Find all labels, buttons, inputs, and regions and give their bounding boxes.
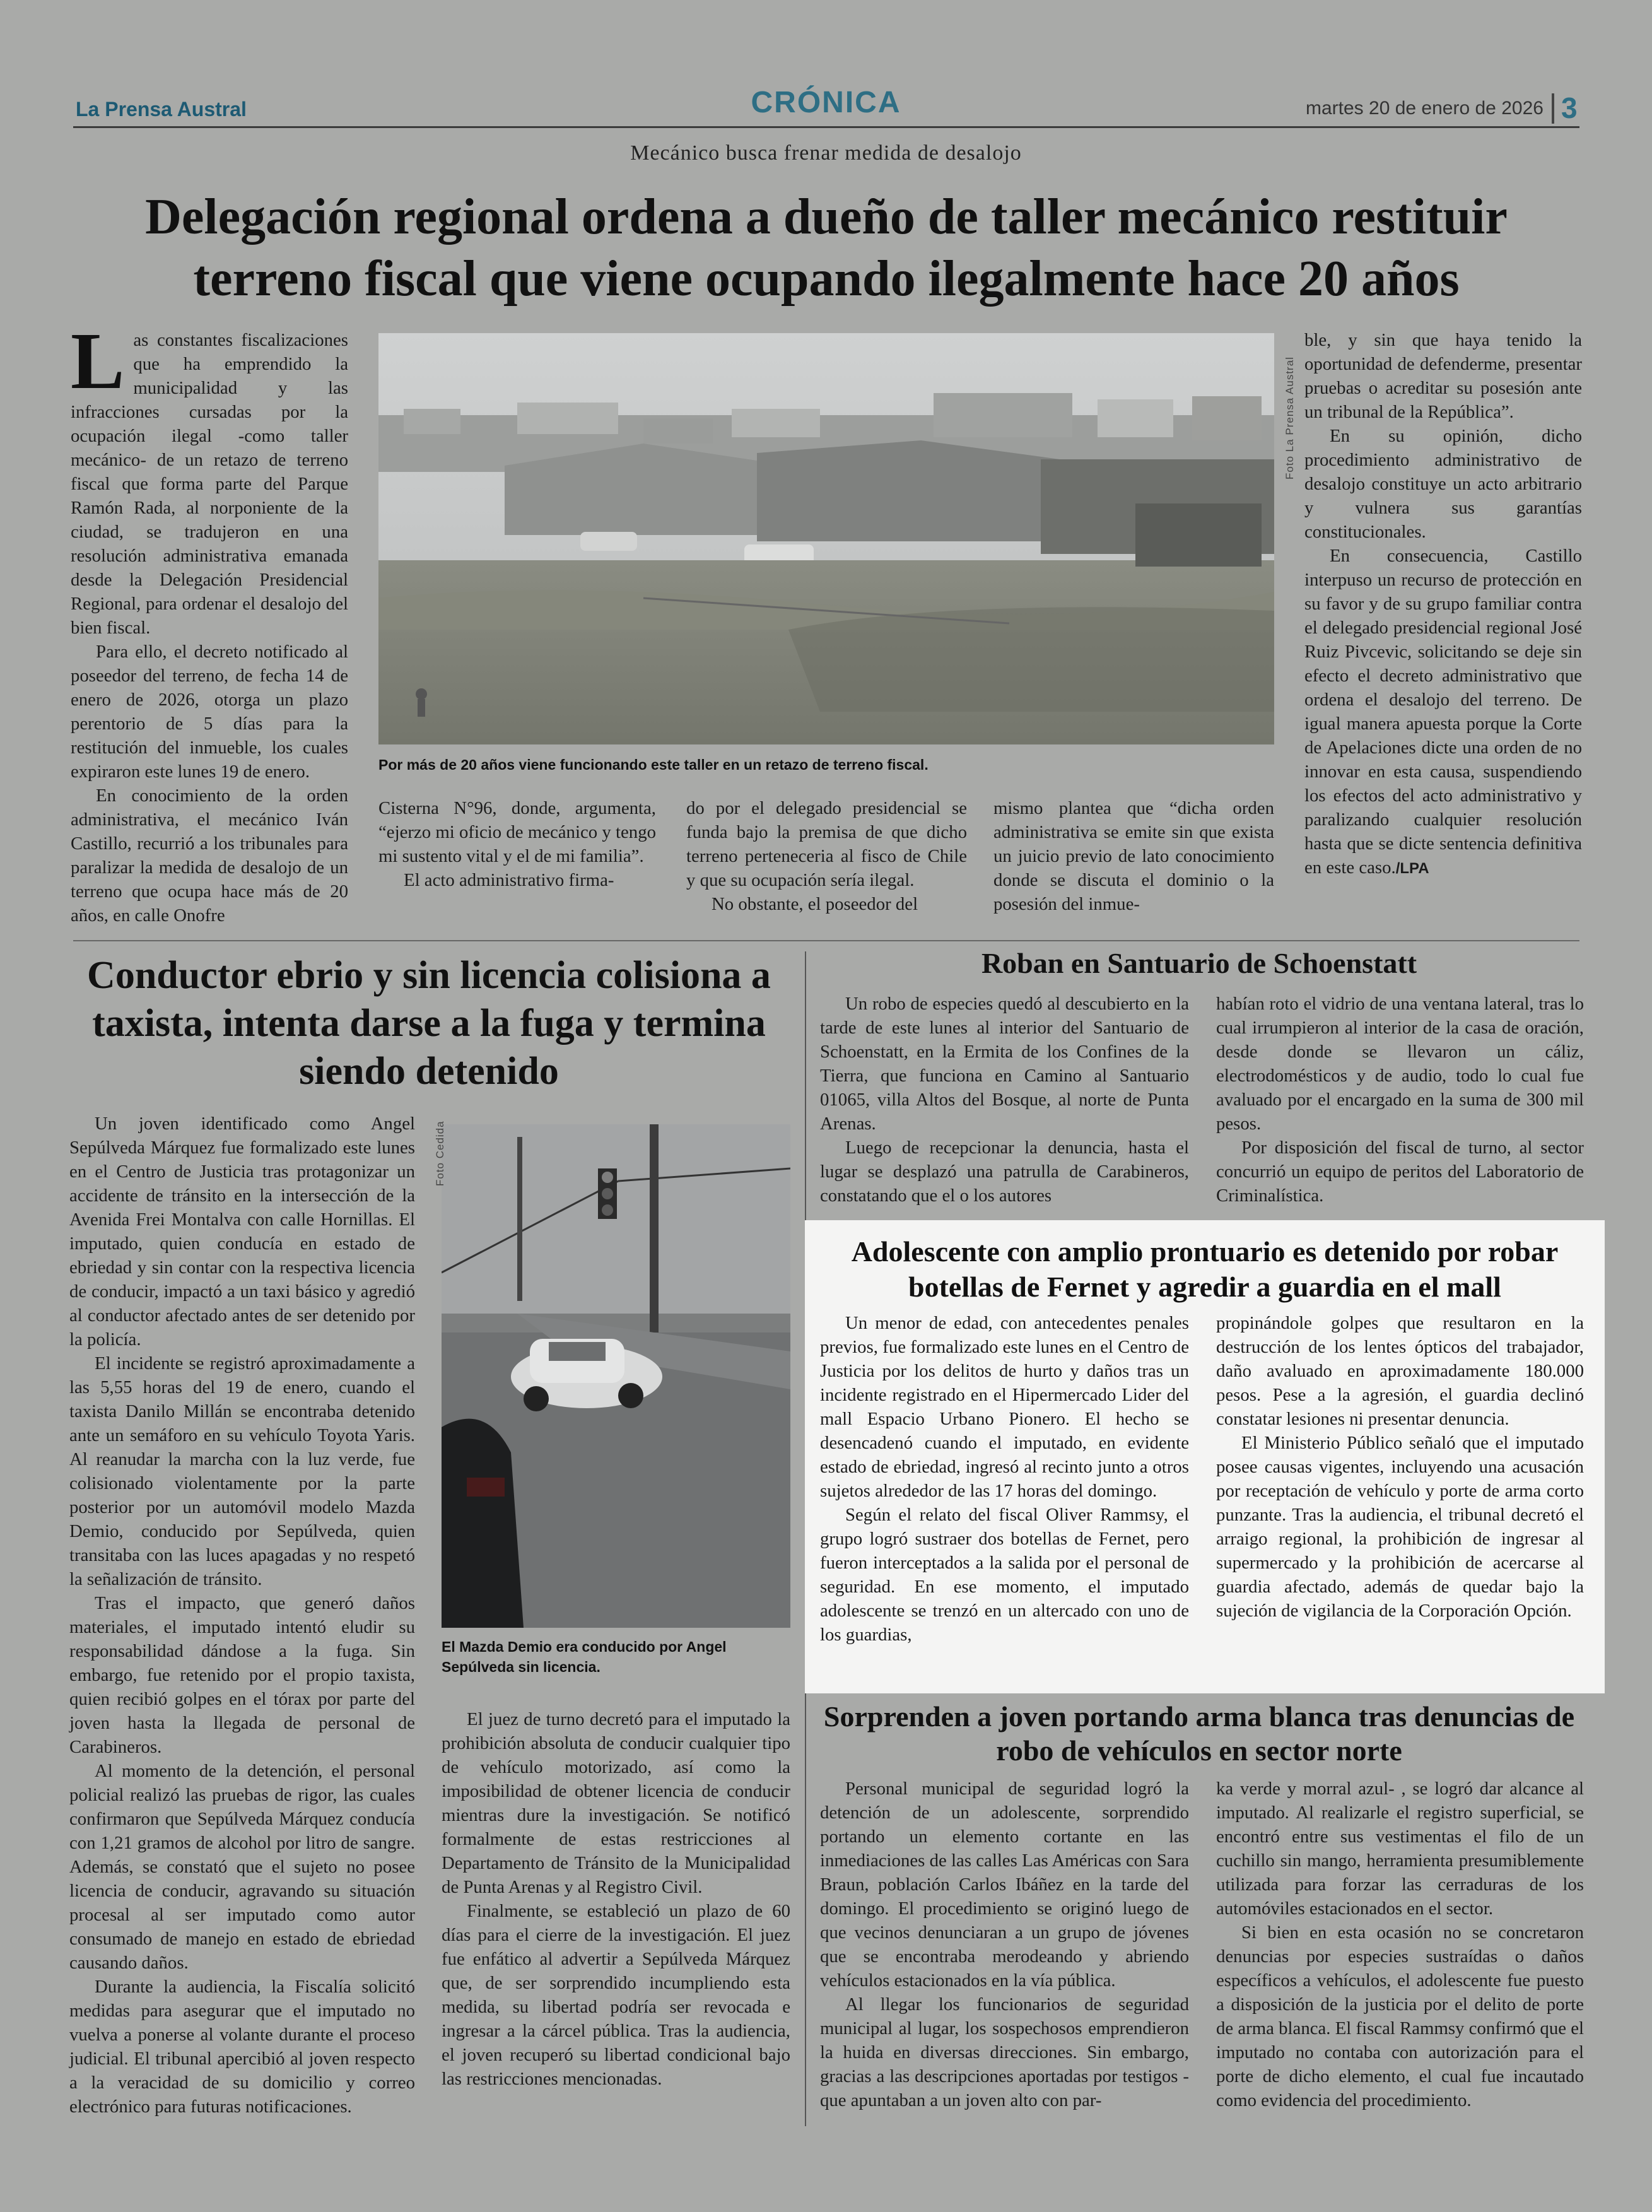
drop-cap: L	[71, 316, 125, 406]
story-santuario-column-1	[820, 992, 1189, 1208]
paragraph: Para ello, el decreto notificado al poseedor del terreno, de fecha 14 de enero de 2026, otorga un plazo perentorio de 5 días para la restitución del inmueble, los cuales expiraron este lunes 19 de enero.	[71, 642, 348, 782]
story-adolescente-column-1	[820, 1311, 1189, 1647]
paragraph: Según el relato del fiscal Oliver Rammsy, el grupo logró sustraer dos botellas de Fernet, pero fueron interceptados a la salida por el personal de seguridad. En ese momento, el imputado adolescente se trenzó en un altercado con uno de los guardias,	[820, 1505, 1189, 1645]
main-photo-credit: Foto La Prensa Austral	[1284, 356, 1296, 479]
page-number-divider	[1552, 93, 1554, 124]
paragraph: Un menor de edad, con antecedentes penales previos, fue formalizado este lunes en el Centro de Justicia por los delitos de hurto y daños tras un incidente registrado en el Hipermercado Lider del mall Espacio Urbano Pionero. El hecho se desencadenó cuando el imputado, en evidente estado de ebriedad, ingresó al recinto junto a otros sujetos alrededor de las 17 horas del domingo.	[820, 1313, 1189, 1501]
story-adolescente-column-2	[1216, 1311, 1584, 1623]
paragraph: Si bien en esta ocasión no se concretaron denuncias por especies sustraídas o daños específicos a vehículos, el adolescente fue puesto a disposición de la justicia por el delito de porte de arma blanca. El fiscal Rammsy confirmó que el imputado no contaba con autorización para el porte de dicho elemento, el cual fue incautado como evidencia del procedimiento.	[1216, 1922, 1584, 2110]
paragraph: Al momento de la detención, el personal policial realizó las pruebas de rigor, las cuales confirmaron que Sepúlveda Márquez conducía con 1,21 gramos de alcohol por litro de sangre. Además, se constató que el sujeto no posee licencia de conducir, agravando su situación procesal al ser imputado como autor consumado de manejo en estado de ebriedad causando daños.	[69, 1761, 415, 1973]
story-adolescente-headline: Adolescente con amplio prontuario es detenido por robar botellas de Fernet y agredir a guardia en el mall	[851, 1235, 1559, 1303]
paragraph: Un joven identificado como Angel Sepúlveda Márquez fue formalizado este lunes en el Centro de Justicia tras protagonizar un accidente de tránsito en la intersección de la Avenida Frei Montalva con calle Hornillas. El imputado, quien conducía en estado de ebriedad y sin contar con la respectiva licencia de conducir, impactó a un taxi básico y agredió al conductor afectado antes de ser detenido por la policía.	[69, 1114, 415, 1350]
author-signature: /LPA	[1395, 860, 1429, 877]
paragraph: mismo plantea que “dicha orden administrativa se emite sin que exista un juicio previo de lato conocimiento donde se discuta el dominio o la posesión del inmue-	[993, 798, 1274, 914]
paragraph: propinándole golpes que resultaron en la destrucción de los lentes ópticos del trabajador, daño avaluado en aproximadamente 180.000 pesos. Pese a la agresión, el guardia declinó constatar lesiones ni presentar denuncia.	[1216, 1313, 1584, 1429]
main-story-photo	[378, 333, 1274, 744]
paragraph: ka verde y morral azul- , se logró dar alcance al imputado. Al realizarle el registro superficial, se encontró entre sus vestimentas el filo de un cuchillo sin mango, herramienta presumiblemente utilizada para forzar las cerraduras de los automóviles estacionados en el sector.	[1216, 1779, 1584, 1919]
main-story-column-2	[378, 796, 656, 892]
paragraph-text: En consecuencia, Castillo interpuso un recurso de protección en su favor y de su grupo familiar contra el delegado presidencial regional José Ruiz Pivcevic, solicitando se deje sin efecto el decreto administrativo que ordena el desalojo del terreno. De igual manera apuesta porque la Corte de Apelaciones dicte una orden de no innovar en esta causa, suspendiendo los efectos del acto administrativo y paralizando cualquier resolución hasta que se dicte sentencia definitiva en este caso.	[1304, 546, 1582, 878]
paragraph: El Ministerio Público señaló que el imputado posee causas vigentes, incluyendo una acusación por receptación de vehículo y porte de arma corto punzante. Tras la audiencia, el tribunal decretó el arraigo regional, la prohibición de ingresar al supermercado y la prohibición de acercarse al guardia afectado, además de quedar bajo la sujeción de vigilancia de la Corporación Opción.	[1216, 1433, 1584, 1621]
story-arma-blanca-column-1	[820, 1777, 1189, 2112]
main-story-headline: Delegación regional ordena a dueño de taller mecánico restituir terreno fiscal que viene ocupando ilegalmente hace 20 años	[145, 189, 1508, 307]
workshop-landscape-illustration	[378, 333, 1274, 744]
section-divider	[73, 940, 1579, 941]
paragraph: No obstante, el poseedor del	[712, 894, 918, 914]
main-story-kicker: Mecánico busca frenar medida de desalojo	[630, 141, 1022, 165]
crash-photo-caption: El Mazda Demio era conducido por Angel Sepúlveda sin licencia.	[442, 1638, 727, 1675]
paragraph: Luego de recepcionar la denuncia, hasta el lugar se desplazó una patrulla de Carabineros, constatando que el o los autores	[820, 1138, 1189, 1206]
crash-scene-illustration	[442, 1124, 790, 1628]
story-drunk-driver-column-2	[442, 1707, 790, 2091]
crash-photo-credit: Foto Cedida	[434, 1121, 446, 1186]
paragraph: Finalmente, se estableció un plazo de 60 días para el cierre de la investigación. El juez fue enfático al advertir a Sepúlveda Márquez que, de ser sorprendido incumpliendo esta medida, su libertad podría ser revocada e ingresar a la cárcel pública. Tras la audiencia, el joven recuperó su libertad condicional bajo las restricciones mencionadas.	[442, 1901, 790, 2089]
paragraph: El acto administrativo firma-	[404, 870, 614, 890]
paragraph: Durante la audiencia, la Fiscalía solicitó medidas para asegurar que el imputado no vuelva a ponerse al volante durante el proceso judicial. El tribunal apercibió al joven respecto a la veracidad de su domicilio y correo electrónico para futuras notificaciones.	[69, 1977, 415, 2117]
story-arma-blanca-headline: Sorprenden a joven portando arma blanca tras denuncias de robo de vehículos en sector norte	[823, 1700, 1575, 1767]
crash-photo	[442, 1124, 790, 1628]
paragraph: as constantes fiscalizaciones que ha emprendido la municipalidad y las infracciones cursadas por la ocupación ilegal -como taller mecánico- de un retazo de terreno fiscal que forma parte del Parque Ramón Rada, al norponiente de la ciudad, se tradujeron en una resolución administrativa emanada desde la Delegación Presidencial Regional, para ordenar el desalojo del bien fiscal.	[71, 330, 348, 638]
paragraph: Personal municipal de seguridad logró la detención de un adolescente, sorprendido portando un elemento cortante en las inmediaciones de las calles Las Américas con Sara Braun, población Carlos Ibáñez en la tarde del domingo. El procedimiento se originó luego de que vecinos denunciaran a un grupo de jóvenes que se encontraba merodeando y abriendo vehículos estacionados en la vía pública.	[820, 1779, 1189, 1991]
page-number: 3	[1561, 91, 1578, 124]
main-story-column-4	[993, 796, 1274, 916]
paragraph: Cisterna N°96, donde, argumenta, “ejerzo mi oficio de mecánico y tengo mi sustento vital y el de mi familia”.	[378, 798, 656, 866]
paragraph: El incidente se registró aproximadamente a las 5,55 horas del 19 de enero, cuando el taxista Danilo Millán se encontraba detenido ante un semáforo en su vehículo Toyota Yaris. Al reanudar la marcha con la luz verde, fue colisionado violentamente por la parte posterior por un automóvil modelo Mazda Demio, conducido por Sepúlveda, quien transitaba con las luces apagadas y no respetó la señalización de tránsito.	[69, 1353, 415, 1589]
story-santuario-column-2	[1216, 992, 1584, 1208]
paragraph: Un robo de especies quedó al descubierto en la tarde de este lunes al interior del Santuario de Schoenstatt, en la Ermita de los Confines de la Tierra, que funciona en Camino al Santuario 01065, villa Altos del Bosque, al norte de Punta Arenas.	[820, 994, 1189, 1134]
paragraph: habían roto el vidrio de una ventana lateral, tras lo cual irrumpieron al interior de la casa de oración, desde donde se llevaron un cáliz, electrodomésticos y de audio, todo lo cual fue avaluado por el encargado en la suma de 300 mil pesos.	[1216, 994, 1584, 1134]
paragraph: Por disposición del fiscal de turno, al sector concurrió un equipo de peritos del Laboratorio de Criminalística.	[1216, 1138, 1584, 1206]
main-story-column-1	[71, 316, 348, 927]
paragraph	[1304, 544, 1582, 881]
header-rule	[73, 126, 1579, 128]
section-title: CRÓNICA	[751, 86, 901, 119]
paragraph: Tras el impacto, que generó daños materiales, el imputado intentó eludir su responsabilidad dándose a la fuga. Sin embargo, fue retenido por el propio taxista, quien recibió golpes en el tórax por parte del joven hasta la llegada de personal de Carabineros.	[69, 1593, 415, 1757]
paragraph: El juez de turno decretó para el imputado la prohibición absoluta de conducir cualquier tipo de vehículo motorizado, así como la imposibilidad de obtener licencia de conducir mientras dure la investigación. Se notificó formalmente de estas restricciones al Departamento de Tránsito de la Municipalidad de Punta Arenas y al Registro Civil.	[442, 1709, 790, 1897]
story-arma-blanca-column-2	[1216, 1777, 1584, 2112]
main-story-column-5	[1304, 328, 1582, 881]
paragraph: En su opinión, dicho procedimiento administrativo de desalojo constituye un acto arbitrario y vulnera sus garantías constitucionales.	[1304, 426, 1582, 542]
main-story-column-3	[686, 796, 967, 916]
story-drunk-driver-headline: Conductor ebrio y sin licencia colisiona a taxista, intenta darse a la fuga y termina siendo detenido	[87, 954, 771, 1093]
issue-date: martes 20 de enero de 2026	[1306, 98, 1544, 119]
story-drunk-driver-column-1	[69, 1112, 415, 2119]
paragraph: do por el delegado presidencial se funda bajo la premisa de que dicho terreno perteneceria al fisco de Chile y que su ocupación sería ilegal.	[686, 798, 967, 890]
story-santuario-headline: Roban en Santuario de Schoenstatt	[981, 947, 1417, 979]
paragraph: Al llegar los funcionarios de seguridad municipal al lugar, los sospechosos emprendieron la huida en diversas direcciones. Sin embargo, gracias a las descripciones aportadas por testigos -que apuntaban a un joven alto con par-	[820, 1994, 1189, 2110]
newspaper-brand: La Prensa Austral	[76, 98, 247, 121]
paragraph: ble, y sin que haya tenido la oportunidad de defenderme, presentar pruebas o acreditar su posesión ante un tribunal de la República”.	[1304, 330, 1582, 422]
paragraph: En conocimiento de la orden administrativa, el mecánico Iván Castillo, recurrió a los tribunales para paralizar la medida de desalojo de un terreno que ocupa hace más de 20 años, en calle Onofre	[71, 785, 348, 926]
main-photo-caption: Por más de 20 años viene funcionando este taller en un retazo de terreno fiscal.	[378, 756, 929, 773]
